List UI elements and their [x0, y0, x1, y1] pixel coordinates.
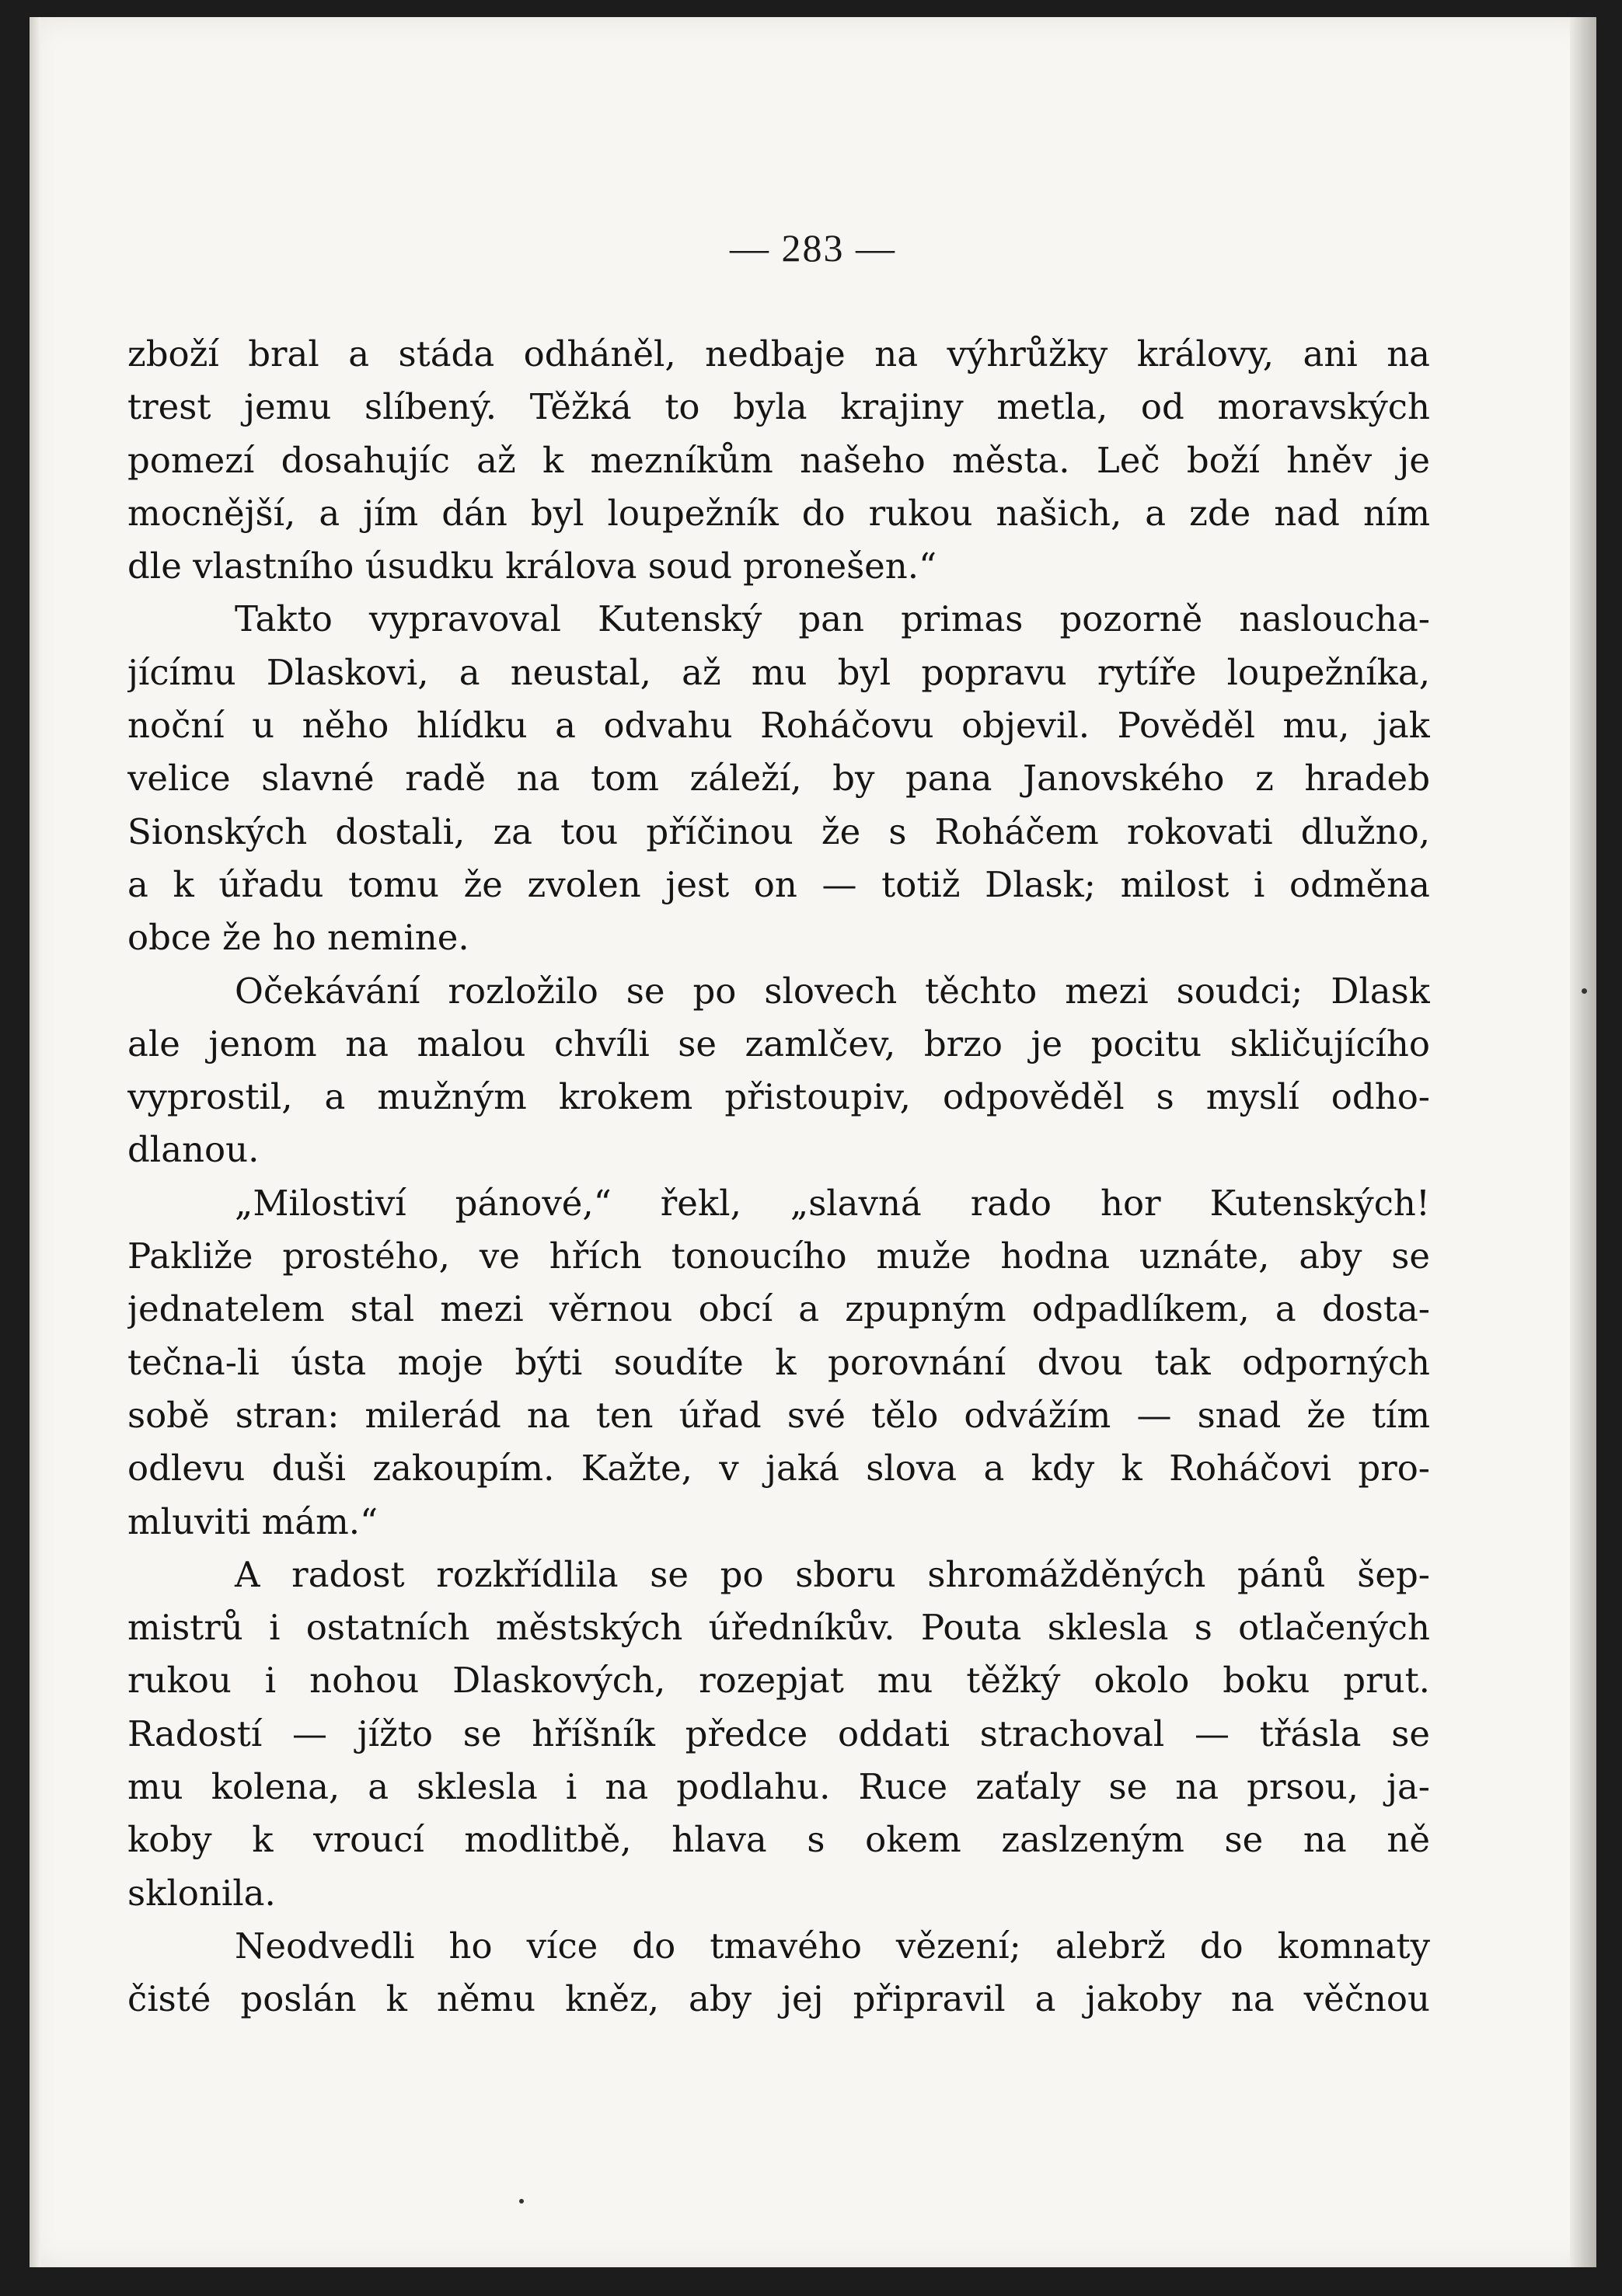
text-line: Neodvedli ho více do tmavého vězení; alebrž do komnaty: [235, 1925, 1430, 1967]
text-line: trest jemu slíbený. Těžká to byla krajiny metla, od moravských: [127, 386, 1430, 428]
page-text: [127, 328, 1430, 2026]
text-line: Očekávání rozložilo se po slovech těchto mezi soudci; Dlask: [235, 970, 1430, 1012]
text-line: sklonila.: [127, 1872, 276, 1914]
text-line: rukou i nohou Dlaskových, rozepjat mu těžký okolo boku prut.: [127, 1660, 1430, 1702]
text-line: a k úřadu tomu že zvolen jest on — totiž Dlask; milost i odměna: [127, 863, 1430, 905]
text-line: velice slavné radě na tom záleží, by pana Janovského z hradeb: [127, 758, 1430, 800]
text-line: A radost rozkřídlila se po sboru shromážděných pánů šep-: [235, 1553, 1430, 1595]
text-line: Takto vypravoval Kutenský pan primas pozorně naslouchа-: [235, 598, 1430, 640]
text-line: jednatelem stal mezi věrnou obcí a zpupným odpadlíkem, a dosta-: [127, 1288, 1430, 1330]
text-line: sobě stran: milerád na ten úřad své tělo odvážím — snad že tím: [127, 1394, 1430, 1436]
text-line: dle vlastního úsudku králova soud pronešen.“: [127, 545, 937, 587]
text-line: Sionských dostali, za tou příčinou že s Roháčem rokovati dlužno,: [127, 810, 1430, 852]
text-line: dlanou.: [127, 1129, 260, 1171]
text-line: „Milostiví pánové,“ řekl, „slavná rado hor Kutenských!: [235, 1182, 1430, 1224]
text-line: jícímu Dlaskovi, a neustal, až mu byl popravu rytíře loupežníka,: [127, 651, 1430, 693]
text-line: mu kolena, a sklesla i na podlahu. Ruce zaťaly se na prsou, ja-: [127, 1766, 1430, 1808]
dust-speck: [519, 2199, 524, 2204]
dust-speck: [1582, 988, 1587, 994]
text-line: čisté poslán k němu kněz, aby jej připravil a jakoby na věčnou: [127, 1978, 1430, 2020]
text-line: pomezí dosahujíc až k mezníkům našeho města. Leč boží hněv je: [127, 439, 1430, 481]
page-number: — 283 —: [730, 226, 896, 270]
text-line: koby k vroucí modlitbě, hlava s okem zaslzeným se na ně: [127, 1819, 1430, 1861]
text-line: mluviti mám.“: [127, 1500, 378, 1542]
text-line: mistrů i ostatních městských úředníkův. Pouta sklesla s otlačených: [127, 1607, 1430, 1649]
text-line: Pakliže prostého, ve hřích tonoucího muže hodna uznáte, aby se: [127, 1235, 1430, 1277]
text-line: odlevu duši zakoupím. Kažte, v jaká slova a kdy k Roháčovi pro-: [127, 1448, 1430, 1489]
text-line: vyprostil, a mužným krokem přistoupiv, odpověděl s myslí odho-: [127, 1076, 1430, 1118]
text-line: mocnější, a jím dán byl loupežník do rukou našich, a zde nad ním: [127, 492, 1430, 534]
text-line: Radostí — jížto se hříšník předce oddati strachoval — třásla se: [127, 1712, 1430, 1754]
text-line: ale jenom na malou chvíli se zamlčev, brzo je pocitu skličujícího: [127, 1023, 1430, 1064]
text-line: obce že ho nemine.: [127, 917, 469, 959]
text-line: zboží bral a stáda odháněl, nedbaje na výhrůžky královy, ani na: [127, 333, 1430, 375]
text-line: tečna-li ústa moje býti soudíte k porovnání dvou tak odporných: [127, 1341, 1430, 1383]
book-page: [30, 17, 1596, 2267]
page-left-edge: [30, 17, 40, 2267]
text-line: noční u něho hlídku a odvahu Roháčovu objevil. Pověděl mu, jak: [127, 705, 1430, 747]
page-right-edge: [1570, 17, 1596, 2267]
